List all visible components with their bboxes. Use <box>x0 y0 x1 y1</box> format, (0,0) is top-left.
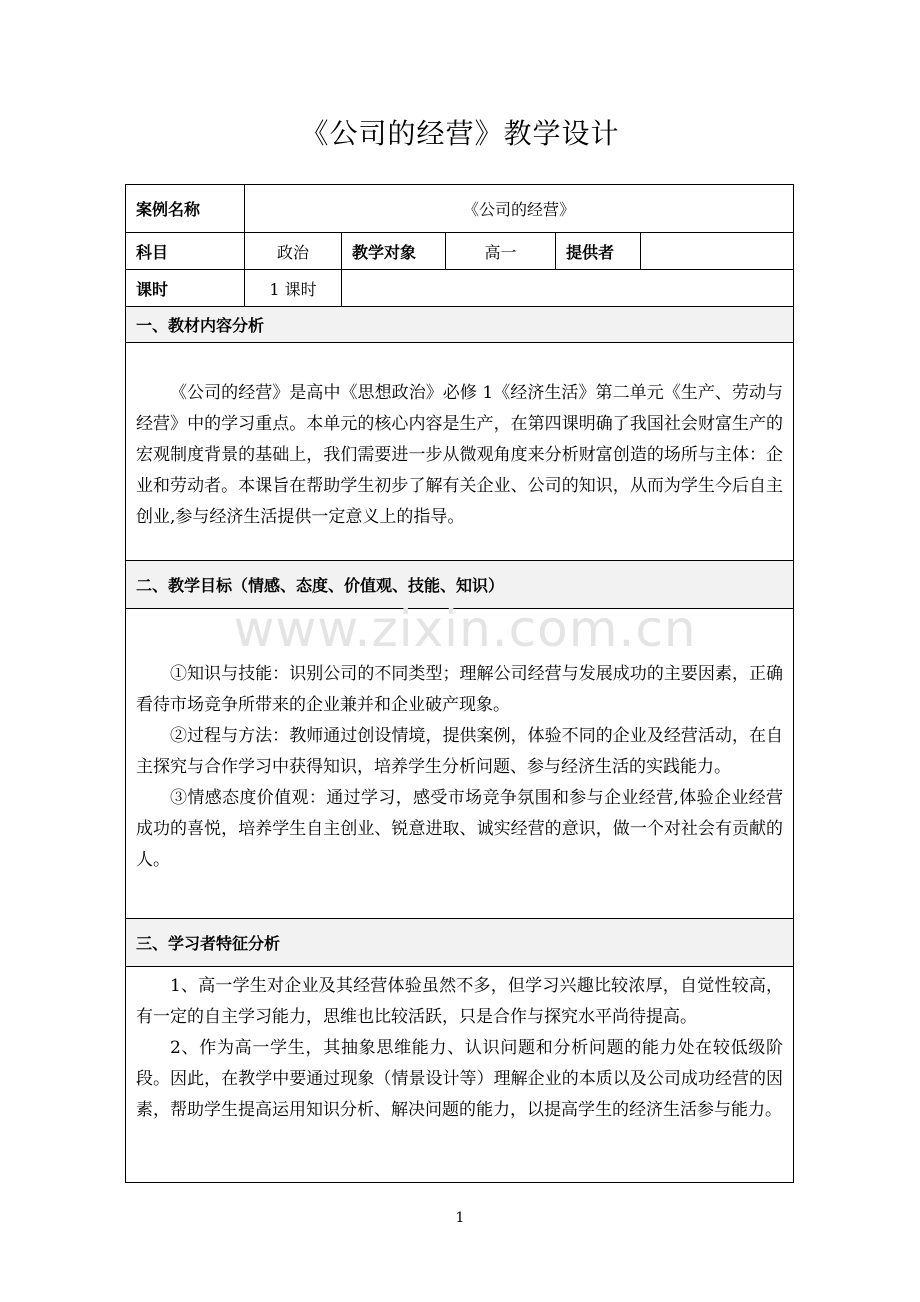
section-1-content-row <box>126 343 794 561</box>
section-3-content-row <box>126 967 794 1183</box>
learner-paragraph-2: 2、作为高一学生，其抽象思维能力、认识问题和分析问题的能力处在较低级阶段。因此，在教学中要通过现象（情景设计等）理解企业的本质以及公司成功经营的因素，帮助学生提高运用知识分析、解决问题的能力，以提高学生的经济生活参与能力。 <box>136 1038 784 1120</box>
goal-attitude-paragraph: ③情感态度价值观：通过学习，感受市场竞争氛围和参与企业经营,体验企业经营成功的喜悦，培养学生自主创业、锐意进取、诚实经营的意识，做一个对社会有贡献的人。 <box>136 788 784 870</box>
lesson-plan-table <box>125 184 794 1183</box>
document-title: 《公司的经营》教学设计 <box>300 117 620 150</box>
period-label: 课时 <box>126 270 245 307</box>
subject-row <box>126 233 794 270</box>
section-1-heading: 一、教材内容分析 <box>126 307 794 343</box>
target-value: 高一 <box>446 233 556 270</box>
goal-knowledge-paragraph: ①知识与技能：识别公司的不同类型；理解公司经营与发展成功的主要因素，正确看待市场竞争所带来的企业兼并和企业破产现象。 <box>136 664 784 715</box>
period-value: 1 课时 <box>245 270 342 307</box>
section-1-paragraph: 《公司的经营》是高中《思想政治》必修 1《经济生活》第二单元《生产、劳动与经营》中的学习重点。本单元的核心内容是生产，在第四课明确了我国社会财富生产的宏观制度背景的基础上，我们需要进一步从微观角度来分析财富创造的场所与主体：企业和劳动者。本课旨在帮助学生初步了解有关企业、公司的知识，从而为学生今后自主创业,参与经济生活提供一定意义上的指导。 <box>136 383 784 527</box>
section-1-content <box>126 343 794 561</box>
learner-paragraph-1: 1、高一学生对企业及其经营体验虽然不多，但学习兴趣比较浓厚，自觉性较高，有一定的自主学习能力，思维也比较活跃，只是合作与探究水平尚待提高。 <box>136 976 784 1027</box>
page-number: 1 <box>455 1210 465 1226</box>
section-3-heading: 三、学习者特征分析 <box>126 919 794 967</box>
case-name-value: 《公司的经营》 <box>245 185 794 233</box>
case-name-row <box>126 185 794 233</box>
section-3-header-row <box>126 919 794 967</box>
goal-process-paragraph: ②过程与方法：教师通过创设情境，提供案例，体验不同的企业及经营活动，在自主探究与合作学习中获得知识，培养学生分析问题、参与经济生活的实践能力。 <box>136 726 784 777</box>
target-label: 教学对象 <box>342 233 446 270</box>
subject-value: 政治 <box>245 233 342 270</box>
subject-label: 科目 <box>126 233 245 270</box>
provider-value <box>641 233 794 270</box>
section-2-header-row <box>126 561 794 609</box>
section-2-heading: 二、教学目标（情感、态度、价值观、技能、知识） <box>126 561 794 609</box>
watermark-text: www.zixin.com.cn <box>233 600 697 658</box>
provider-label: 提供者 <box>556 233 641 270</box>
period-row <box>126 270 794 307</box>
period-empty-cell <box>342 270 794 307</box>
section-2-content <box>126 609 794 919</box>
section-1-header-row <box>126 307 794 343</box>
case-name-label: 案例名称 <box>126 185 245 233</box>
section-2-content-row <box>126 609 794 919</box>
section-3-content <box>126 967 794 1183</box>
